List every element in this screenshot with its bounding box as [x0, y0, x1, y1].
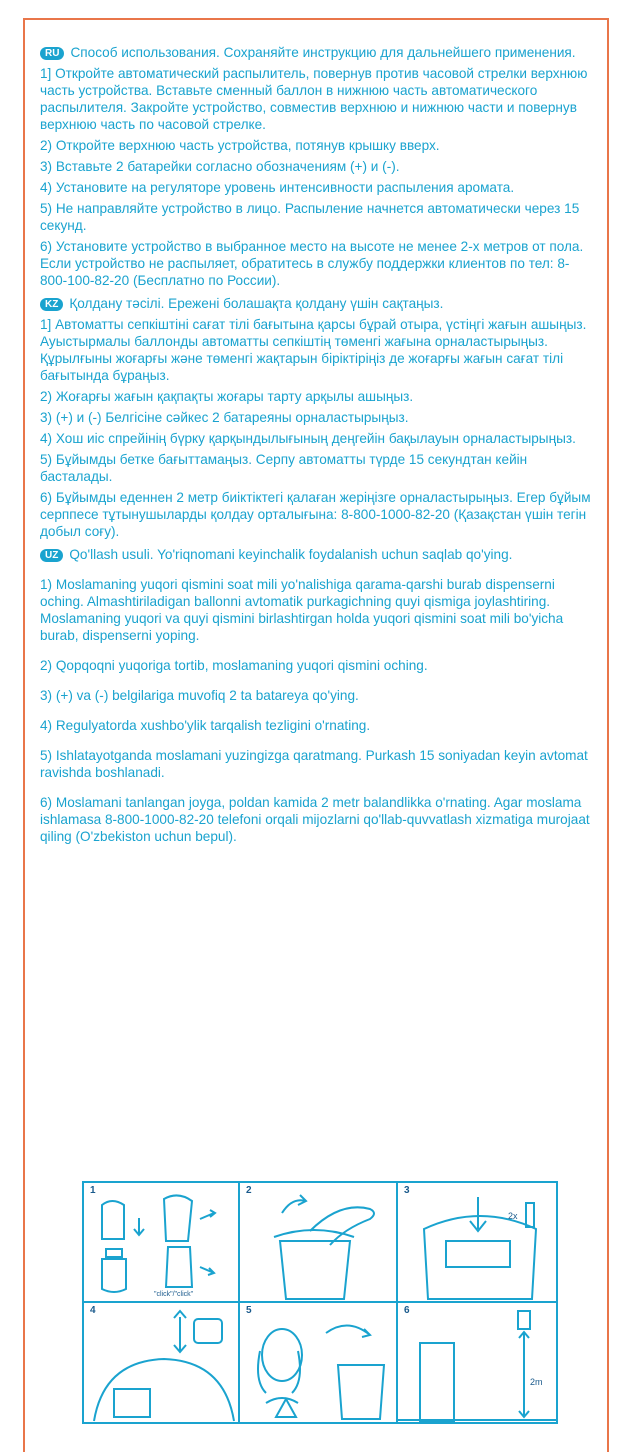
section-header: Способ использования. Сохраняйте инструкцию для дальнейшего применения. — [70, 45, 576, 60]
dispenser-open-drawing — [84, 1183, 238, 1301]
panel-number: 3 — [404, 1185, 410, 1196]
height-label: 2m — [530, 1377, 543, 1387]
instruction-step: 2) Жоғарғы жағын қақпақты жоғары тарту арқылы ашыңыз. — [40, 389, 414, 404]
illustration-panel-5 — [238, 1301, 398, 1424]
instruction-step: 6) Бұйымды еденнен 2 метр биіктіктегі қалаған жеріңізге орналастырыңыз. Егер бұйым серппесе тұтынушыларды қолдау орталығына: 8-800-1000-82-20 (Қазақстан үшін тегін добыл соғу). — [40, 490, 591, 539]
illustration-panel-1 — [82, 1181, 240, 1303]
illustration-panel-3 — [396, 1181, 558, 1303]
instruction-step: 1] Автоматты сепкіштіні сағат тілі бағытына қарсы бұрай отыра, үстіңгі жағын ашыңыз. Ауыстырмалы баллонды автоматты сепкіштің төменгі жағына орналастырыңыз. Құрылғыны жоғарғы және төменгі жақтарын біріктіріңіз де жоғарғы жағын сағат тілі бағытында бұраңыз. — [40, 317, 587, 383]
instruction-step: 6) Установите устройство в выбранное место на высоте не менее 2-х метров от пола. Если устройство не распыляет, обратитесь в службу поддержки клиентов по тел: 8-800-100-82-20 (Бесплатно по России). — [40, 239, 584, 288]
illustration-panel-6 — [396, 1301, 558, 1424]
instruction-step: 4) Regulyatorda xushbo'ylik tarqalish tezligini o'rnating. — [40, 718, 371, 733]
section-uz — [40, 546, 596, 845]
instruction-step: 1) Moslamaning yuqori qismini soat mili yo'nalishiga qarama-qarshi burab dispenserni oching. Almashtiriladigan ballonni avtomatik purkagichning quyi qismiga joylashtiring. Moslamaning yuqori va quyi qismini birlashtirgan holda yuqori qismini soat mili bo'yicha burab, dispenserni yoping. — [40, 577, 564, 643]
intensity-regulator-drawing — [84, 1303, 238, 1422]
instruction-illustrations — [82, 1181, 558, 1424]
battery-count: 2x — [508, 1211, 518, 1221]
illustration-panel-2 — [238, 1181, 398, 1303]
instruction-step: 4) Установите на регуляторе уровень интенсивности распыления аромата. — [40, 180, 515, 195]
instruction-step: 1] Откройте автоматический распылитель, повернув против часовой стрелки верхнюю часть устройства. Вставьте сменный баллон в нижнюю часть автоматического распылителя. Закройте устройство, совместив верхнюю и нижнюю части и повернув верхнюю часть по часовой стрелке. — [40, 66, 588, 132]
panel-number: 1 — [90, 1185, 96, 1196]
lang-badge-uz: UZ — [40, 549, 63, 562]
lang-badge-ru: RU — [40, 47, 64, 60]
illustration-panel-4 — [82, 1301, 240, 1424]
panel-number: 4 — [90, 1305, 96, 1316]
instruction-step: 5) Ishlatayotganda moslamani yuzingizga qaratmang. Purkash 15 soniyadan keyin avtomat ravishda boshlanadi. — [40, 748, 588, 780]
instruction-step: 5) Не направляйте устройство в лицо. Распыление начнется автоматически через 15 секунд. — [40, 201, 580, 233]
instruction-step: 2) Qopqoqni yuqoriga tortib, moslamaning yuqori qismini oching. — [40, 658, 428, 673]
panel-number: 2 — [246, 1185, 252, 1196]
open-lid-drawing — [240, 1183, 396, 1301]
section-kz — [40, 295, 596, 540]
instruction-step: 3) (+) и (-) Белгісіне сәйкес 2 батареяны орналастырыңыз. — [40, 410, 409, 425]
instruction-step: 5) Бұйымды бетке бағыттамаңыз. Серпу автоматты түрде 15 секундтан кейін басталады. — [40, 452, 528, 484]
insert-batteries-drawing — [398, 1183, 556, 1301]
section-ru — [40, 44, 596, 289]
instruction-step: 3) (+) va (-) belgilariga muvofiq 2 ta batareya qo'ying. — [40, 688, 359, 703]
instruction-step: 2) Откройте верхнюю часть устройства, потянув крышку вверх. — [40, 138, 440, 153]
lang-badge-kz: KZ — [40, 298, 63, 311]
instruction-step: 3) Вставьте 2 батарейки согласно обозначениям (+) и (-). — [40, 159, 400, 174]
face-warning-drawing — [240, 1303, 396, 1422]
section-header: Қолдану тәсілі. Ережені болашақта қолдану үшін сақтаңыз. — [69, 296, 444, 311]
panel-number: 6 — [404, 1305, 410, 1316]
instruction-step: 4) Хош иіс спрейінің бүрку қарқындылығының деңгейін бақылауын орналастырыңыз. — [40, 431, 576, 446]
panel-number: 5 — [246, 1305, 252, 1316]
section-header: Qo'llash usuli. Yo'riqnomani keyinchalik foydalanish uchun saqlab qo'ying. — [69, 547, 513, 562]
instructions — [40, 44, 596, 858]
wall-mount-drawing — [398, 1303, 556, 1422]
instruction-step: 6) Moslamani tanlangan joyga, poldan kamida 2 metr balandlikka o'rnating. Agar moslama ishlamasa 8-800-1000-82-20 telefoni orqali mijozlarni qo'llab-quvvatlash xizmatiga murojaat qiling (O'zbekiston uchun bepul). — [40, 795, 590, 844]
click-caption: "click"/"click" — [154, 1291, 194, 1298]
